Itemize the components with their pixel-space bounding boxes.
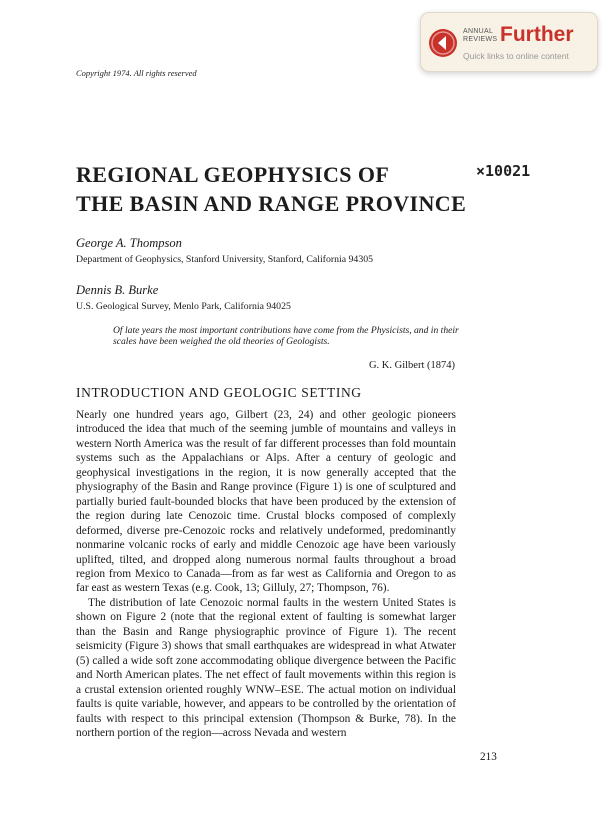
- paragraph-2: The distribution of late Cenozoic normal faults in the western United States is shown on Figure 2 (note that the regional extent of faulting is somewhat larger than the Basin and Range physiographic province of Figure 1). The recent seismicity (Figure 3) shows that small earthquakes are widespread in what Atwater (5) called a wide soft zone accommodating oblique divergence between the Pacific and North American plates. The net effect of fault movements within this region is a crustal extension oriented roughly WNW–ESE. The actual motion on individual faults is quite variable, however, and appears to be controlled by the orientation of faults with respect to this principal extension (Thompson & Burke, 78). In the northern portion of the region—across Nevada and western: [76, 596, 456, 739]
- article-title: [76, 160, 476, 218]
- further-word: Further: [500, 23, 574, 46]
- copyright-notice: Copyright 1974. All rights reserved: [76, 68, 197, 78]
- author-affiliation-1: Department of Geophysics, Stanford University, Stanford, California 94305: [76, 254, 374, 265]
- epigraph-author: G. K. Gilbert (1874): [368, 360, 455, 371]
- section-heading: INTRODUCTION AND GEOLOGIC SETTING: [76, 385, 362, 400]
- title-line-2: THE BASIN AND RANGE PROVINCE: [76, 191, 467, 216]
- author-name-1: George A. Thompson: [76, 236, 182, 250]
- author-affiliation-2: U.S. Geological Survey, Menlo Park, California 94025: [76, 301, 291, 312]
- author-name-2: Dennis B. Burke: [76, 283, 159, 297]
- title-line-1: REGIONAL GEOPHYSICS OF: [76, 162, 390, 187]
- body-text: [76, 408, 456, 740]
- epigraph-text: Of late years the most important contributions have come from the Physicists, and in their scales have been weighed the old theories of Geologists.: [113, 325, 459, 347]
- page-number: 213: [480, 751, 497, 763]
- annual-reviews-logo-icon: [429, 29, 457, 57]
- further-badge[interactable]: [420, 12, 598, 72]
- paragraph-1: Nearly one hundred years ago, Gilbert (23, 24) and other geologic pioneers introduced the idea that much of the seeming jumble of mountains and valleys in western North America was the result of far different processes than fold mountain systems such as the Appalachians or Alps. After a century of geologic and geophysical investigations in the region, it is now generally accepted that the physiography of the Basin and Range province (Figure 1) is one of sculptured and partially buried fault-bounded blocks that have been produced by the extension of the region during late Cenozoic time. Crustal blocks composed of complexly deformed, diverse pre-Cenozoic rocks and relatively undeformed, predominantly nonmarine volcanic rocks of early and middle Cenozoic age have been variously uplifted, tilted, and dropped along numerous normal faults throughout a broad region from Mexico to Canada—from as far west as California and Oregon to as far east as western Texas (e.g. Cook, 13; Gilluly, 27; Thompson, 76).: [76, 409, 456, 595]
- article-code: ×10021: [476, 162, 531, 180]
- annual-reviews-wordmark: ANNUAL REVIEWS: [463, 28, 498, 43]
- further-tagline: Quick links to online content: [463, 51, 569, 61]
